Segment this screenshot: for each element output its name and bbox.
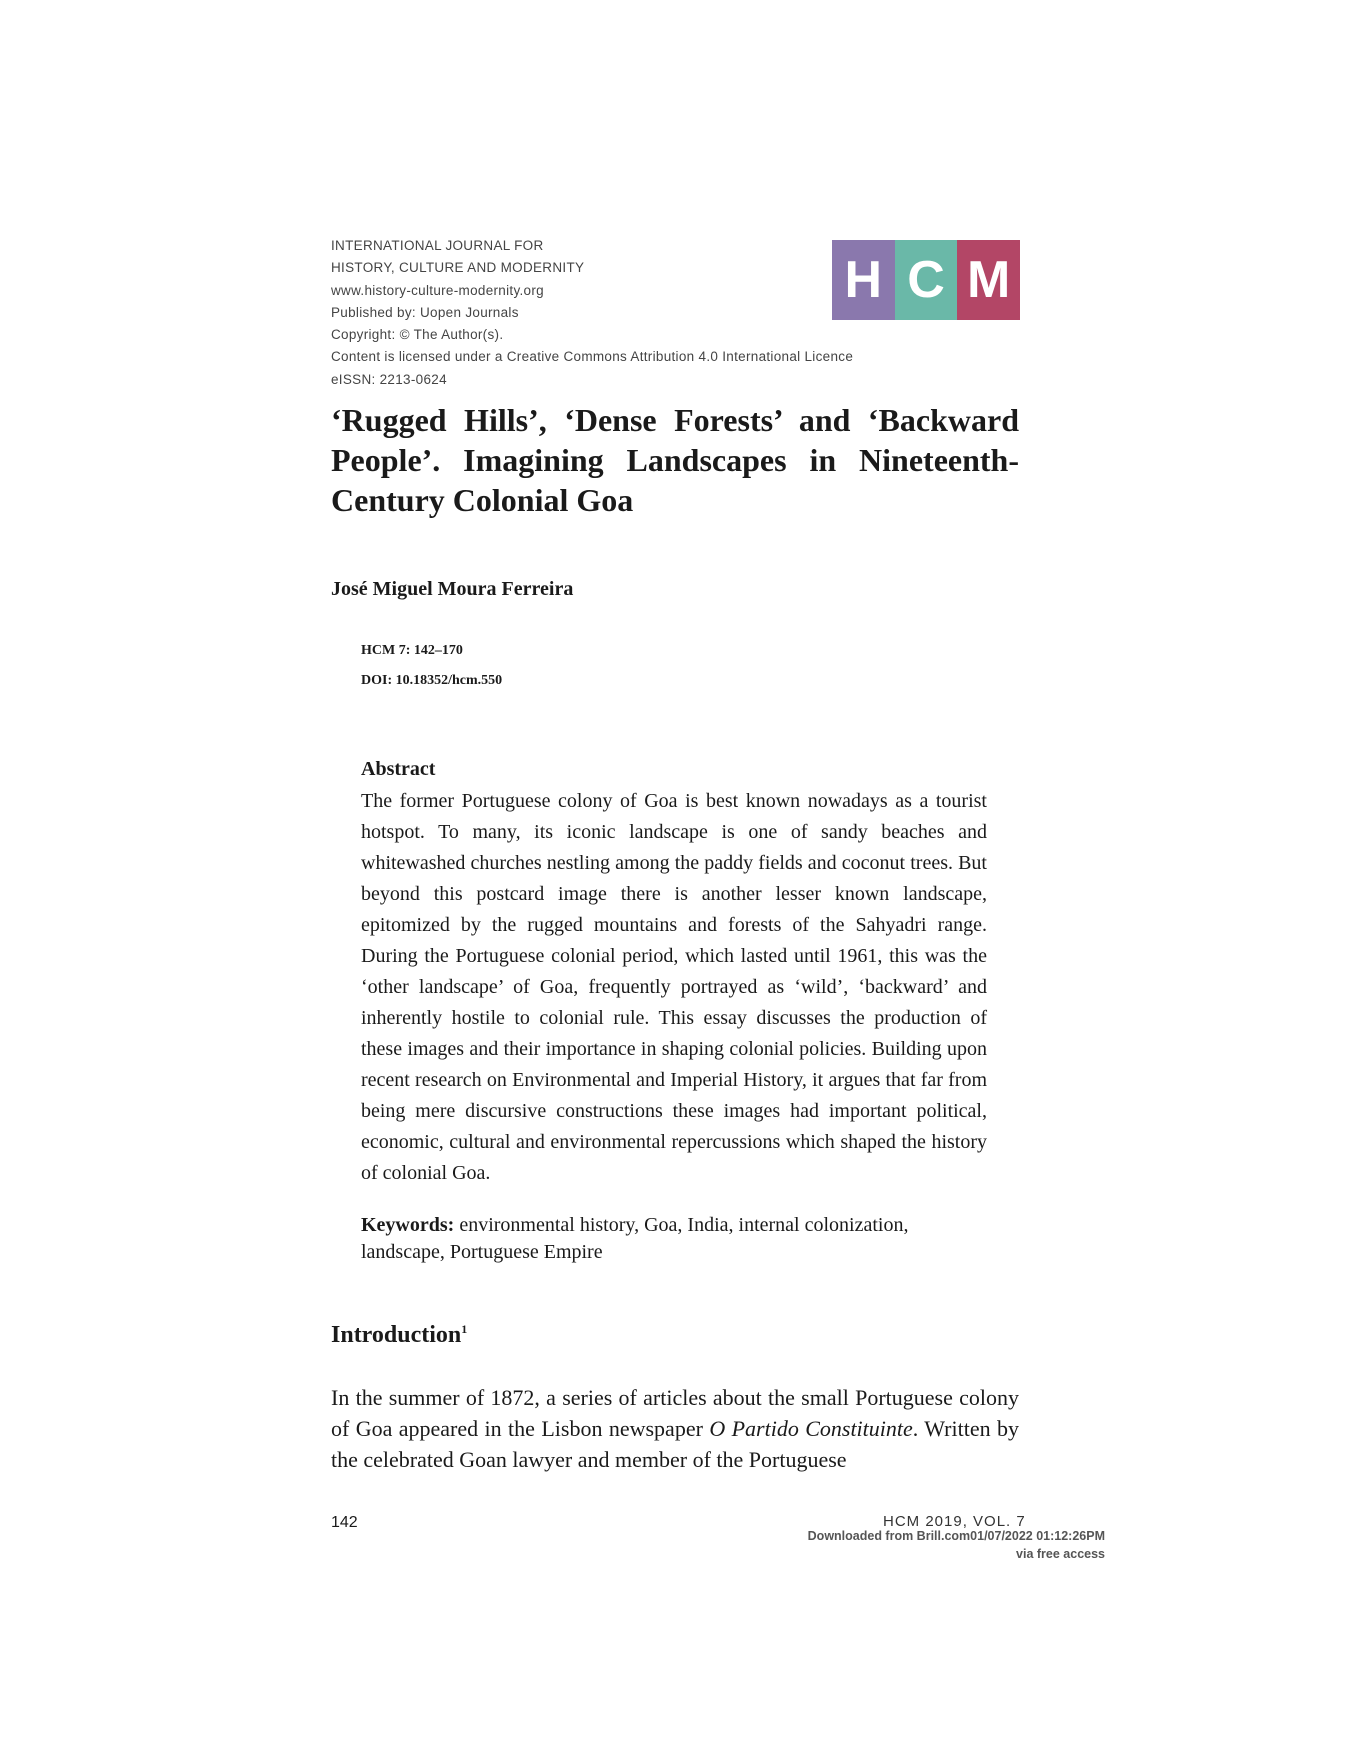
introduction-heading [331,1322,467,1349]
journal-name-line1: INTERNATIONAL JOURNAL FOR [331,238,544,253]
keywords [361,1212,987,1266]
intro-text-part1: In the summer of 1872, a series of articles about the small Portuguese colony of Goa appeared in the Lisbon newspaper [331,1385,1019,1441]
introduction-heading-text: Introduction [331,1322,462,1348]
publisher: Published by: Uopen Journals [331,304,519,320]
page-number: 142 [331,1514,358,1531]
doi[interactable]: DOI: 10.18352/hcm.550 [361,673,503,688]
keywords-label: Keywords: [361,1214,455,1236]
download-line2: via free access [1016,1547,1105,1561]
intro-text-part2: . Written by the celebrated Goan lawyer and member of the Portuguese [331,1416,1019,1472]
license: Content is licensed under a Creative Commons Attribution 4.0 International Licence [331,349,854,365]
newspaper-title: O Partido Constituinte [709,1416,913,1441]
logo-letter-c: C [895,240,958,320]
abstract-heading: Abstract [361,758,436,780]
download-watermark [808,1527,1105,1563]
download-line1: Downloaded from Brill.com01/07/2022 01:12:26PM [807,1529,1105,1543]
hcm-logo [832,240,1020,320]
logo-letter-h: H [832,240,895,320]
introduction-text [331,1382,1019,1475]
copyright: Copyright: © The Author(s). [331,327,504,343]
running-foot: HCM 2019, VOL. 7 [883,1513,1026,1530]
journal-name-line2: HISTORY, CULTURE AND MODERNITY [331,260,585,276]
volume-pages: HCM 7: 142–170 [361,643,463,658]
article-author: José Miguel Moura Ferreira [331,578,574,600]
footnote-mark[interactable]: 1 [461,1322,468,1336]
keywords-text: environmental history, Goa, India, internal colonization, landscape, Portuguese Empire [361,1214,909,1263]
logo-letter-m: M [957,240,1020,320]
journal-url[interactable]: www.history-culture-modernity.org [331,282,544,298]
issn: eISSN: 2213-0624 [331,371,447,387]
abstract-text: The former Portuguese colony of Goa is best known nowadays as a tourist hotspot. To many, its iconic landscape is one of sandy beaches and whitewashed churches nestling among the paddy fields and coconut trees. But beyond this postcard image there is another lesser known landscape, epitomized by the rugged mountains and forests of the Sahyadri range. During the Portuguese colonial period, which lasted until 1961, this was the ‘other landscape’ of Goa, frequently portrayed as ‘wild’, ‘backward’ and inherently hostile to colonial rule. This essay discusses the production of these images and their importance in shaping colonial policies. Building upon recent research on Environmental and Imperial History, it argues that far from being mere discursive constructions these images had important political, economic, cultural and environmental repercussions which shaped the history of colonial Goa. [361,790,987,1184]
article-title: ‘Rugged Hills’, ‘Dense Forests’ and ‘Backward People’. Imagining Landscapes in Nineteenth-Century Colonial Goa [331,402,1019,518]
